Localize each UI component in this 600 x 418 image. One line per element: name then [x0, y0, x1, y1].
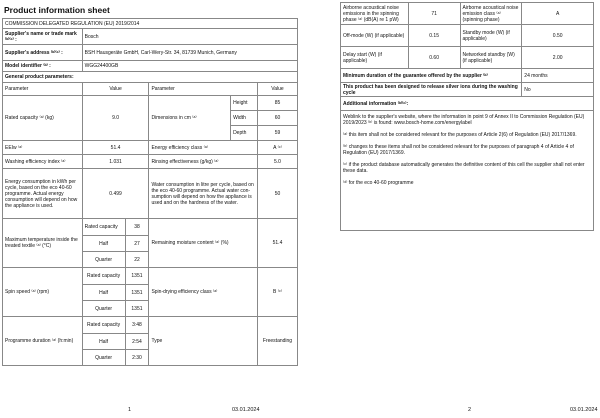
energy-class-value: A ⁽ᶜ⁾: [258, 141, 298, 155]
model-identifier: WGG24400GB: [82, 61, 297, 72]
moisture-value: 51.4: [258, 219, 298, 268]
off-mode-value: 0.15: [408, 25, 460, 47]
networked-standby-value: 2.00: [522, 47, 594, 69]
rinsing-value: 5.0: [258, 155, 298, 169]
product-info-table: [2, 18, 298, 366]
duration-rated: 3:48: [125, 317, 149, 334]
noise-class-label: Airborne acoustical noise emission class ⁽ᵃ⁾ (spinning phase): [460, 3, 522, 25]
model-label: Model identifier ⁽ᵇ⁾ :: [3, 61, 83, 72]
additional-info-heading: Additional information ⁽ᵇ⁾⁽ᶜ⁾:: [341, 97, 594, 111]
footnote-d: ⁽ᵈ⁾ for the eco 40-60 programme: [343, 180, 414, 186]
width-label: Width: [231, 111, 258, 126]
delay-start-value: 0.60: [408, 47, 460, 69]
header-value-2: Value: [258, 83, 298, 96]
energy-class-label: Energy efficiency class ⁽ᵃ⁾: [149, 141, 258, 155]
moisture-label: Remaining moisture content ⁽ᵃ⁾ (%): [149, 219, 258, 268]
page-date: 03.01.2024: [570, 407, 598, 413]
energy-consumption-label: Energy consumption in kWh per cycle, based on the eco 40-60 programme. Actual energy consumption will depend on how the appliance is used.: [3, 169, 83, 219]
rated-capacity-sub-label: Rated capacity: [82, 268, 125, 285]
footnote-a: ⁽ᵃ⁾ this item shall not be considered relevant for the purposes of Article 2(6) of Regulation (EU) 2017/1369.: [343, 132, 577, 138]
quarter-label: Quarter: [82, 301, 125, 317]
noise-class-value: A: [522, 3, 594, 25]
programme-duration-label: Programme duration ⁽ᵃ⁾ (h:min): [3, 317, 83, 366]
half-label: Half: [82, 236, 125, 252]
standby-value: 0.50: [522, 25, 594, 47]
rinsing-label: Rinsing effectiveness (g/kg) ⁽ᵃ⁾: [149, 155, 258, 169]
page-date: 03.01.2024: [232, 407, 260, 413]
width-value: 60: [258, 111, 298, 126]
spin-speed-half: 1351: [125, 285, 149, 301]
networked-standby-label: Networked standby (W) (if applicable): [460, 47, 522, 69]
guarantee-label: Minimum duration of the guarantee offered by the supplier ⁽ᵇ⁾: [341, 69, 522, 83]
header-parameter-2: Parameter: [149, 83, 258, 96]
quarter-label: Quarter: [82, 252, 125, 268]
silver-label: This product has been designed to release silver ions during the washing cycle: [341, 83, 522, 97]
depth-value: 59: [258, 126, 298, 141]
noise-value: 71: [408, 3, 460, 25]
supplier-name: Bosch: [82, 29, 297, 45]
delay-start-label: Delay start (W) (if applicable): [341, 47, 409, 69]
half-label: Half: [82, 334, 125, 350]
header-value: Value: [82, 83, 149, 96]
noise-label: Airborne acoustical noise emissions in the spinning phase ⁽ᵃ⁾ (dB(A) re 1 pW): [341, 3, 409, 25]
height-label: Height: [231, 96, 258, 111]
page-2: [300, 0, 600, 418]
rated-capacity-value: 9.0: [82, 96, 149, 141]
eei-label: EEIᴡ ⁽ᵃ⁾: [3, 141, 83, 155]
guarantee-value: 24 months: [522, 69, 594, 83]
quarter-label: Quarter: [82, 350, 125, 366]
weblink-text: Weblink to the supplier's website, where the information in point 9 of Annex II to Commission Regulation (EU) 2019/2023 ⁽ᵇ⁾ is found: www.bosch-home.com/energylabel: [343, 114, 585, 126]
washing-index-label: Washing efficiency index ⁽ᵃ⁾: [3, 155, 83, 169]
additional-info-cell: [341, 111, 594, 231]
silver-value: No: [522, 83, 594, 97]
depth-label: Depth: [231, 126, 258, 141]
water-consumption-label: Water consumption in litre per cycle, based on the eco 40-60 programme. Actual water con-sumption will depend on how the appliance is used and on the hardness of the water.: [149, 169, 258, 219]
dimensions-label: Dimensions in cm ⁽ᵃ⁾: [149, 96, 231, 141]
spin-class-value: B ⁽ᶜ⁾: [258, 268, 298, 317]
rated-capacity-label: Rated capacity ⁽ᵃ⁾ (kg): [3, 96, 83, 141]
height-value: 85: [258, 96, 298, 111]
regulation-text: COMMISSION DELEGATED REGULATION (EU) 2019/2014: [3, 19, 298, 29]
rated-capacity-sub-label: Rated capacity: [82, 219, 125, 236]
page-number: 2: [468, 407, 472, 413]
page-number: 1: [128, 407, 132, 413]
energy-consumption-value: 0.499: [82, 169, 149, 219]
eei-value: 51.4: [82, 141, 149, 155]
spin-speed-rated: 1351: [125, 268, 149, 285]
header-parameter: Parameter: [3, 83, 83, 96]
supplier-address-label: Supplier's address ⁽ᵇ⁾⁽ᶜ⁾ :: [3, 45, 83, 61]
supplier-address: BSH Hausgeräte GmbH, Carl-Wery-Str. 34, 81739 Munich, Germany: [82, 45, 297, 61]
spin-speed-label: Spin speed ⁽ᵃ⁾ (rpm): [3, 268, 83, 317]
max-temp-rated: 38: [125, 219, 149, 236]
general-params-heading: General product parameters:: [3, 72, 298, 83]
max-temp-half: 27: [125, 236, 149, 252]
footnote-c: ⁽ᶜ⁾ if the product database automatically generates the definitive content of this cell the supplier shall not enter these data.: [343, 162, 585, 174]
rated-capacity-sub-label: Rated capacity: [82, 317, 125, 334]
off-mode-label: Off-mode (W) (if applicable): [341, 25, 409, 47]
spin-class-label: Spin-drying efficiency class ⁽ᵃ⁾: [149, 268, 258, 317]
type-label: Type: [149, 317, 258, 366]
water-consumption-value: 50: [258, 169, 298, 219]
half-label: Half: [82, 285, 125, 301]
product-info-table-continued: [340, 2, 594, 231]
washing-index-value: 1.031: [82, 155, 149, 169]
max-temp-quarter: 22: [125, 252, 149, 268]
max-temp-label: Maximum temperature inside the treated textile ⁽ᵃ⁾ (°C): [3, 219, 83, 268]
duration-quarter: 2:30: [125, 350, 149, 366]
footnote-b: ⁽ᵇ⁾ changes to these items shall not be considered relevant for the purposes of paragraph 4 of Article 4 of Regulation (EU) 2017/1369.: [343, 144, 574, 156]
spin-speed-quarter: 1351: [125, 301, 149, 317]
supplier-name-label: Supplier's name or trade mark ⁽ᵇ⁾⁽ᶜ⁾ :: [3, 29, 83, 45]
type-value: Freestanding: [258, 317, 298, 366]
sheet-title: Product information sheet: [4, 5, 110, 15]
duration-half: 2:54: [125, 334, 149, 350]
standby-label: Standby mode (W) (if applicable): [460, 25, 522, 47]
